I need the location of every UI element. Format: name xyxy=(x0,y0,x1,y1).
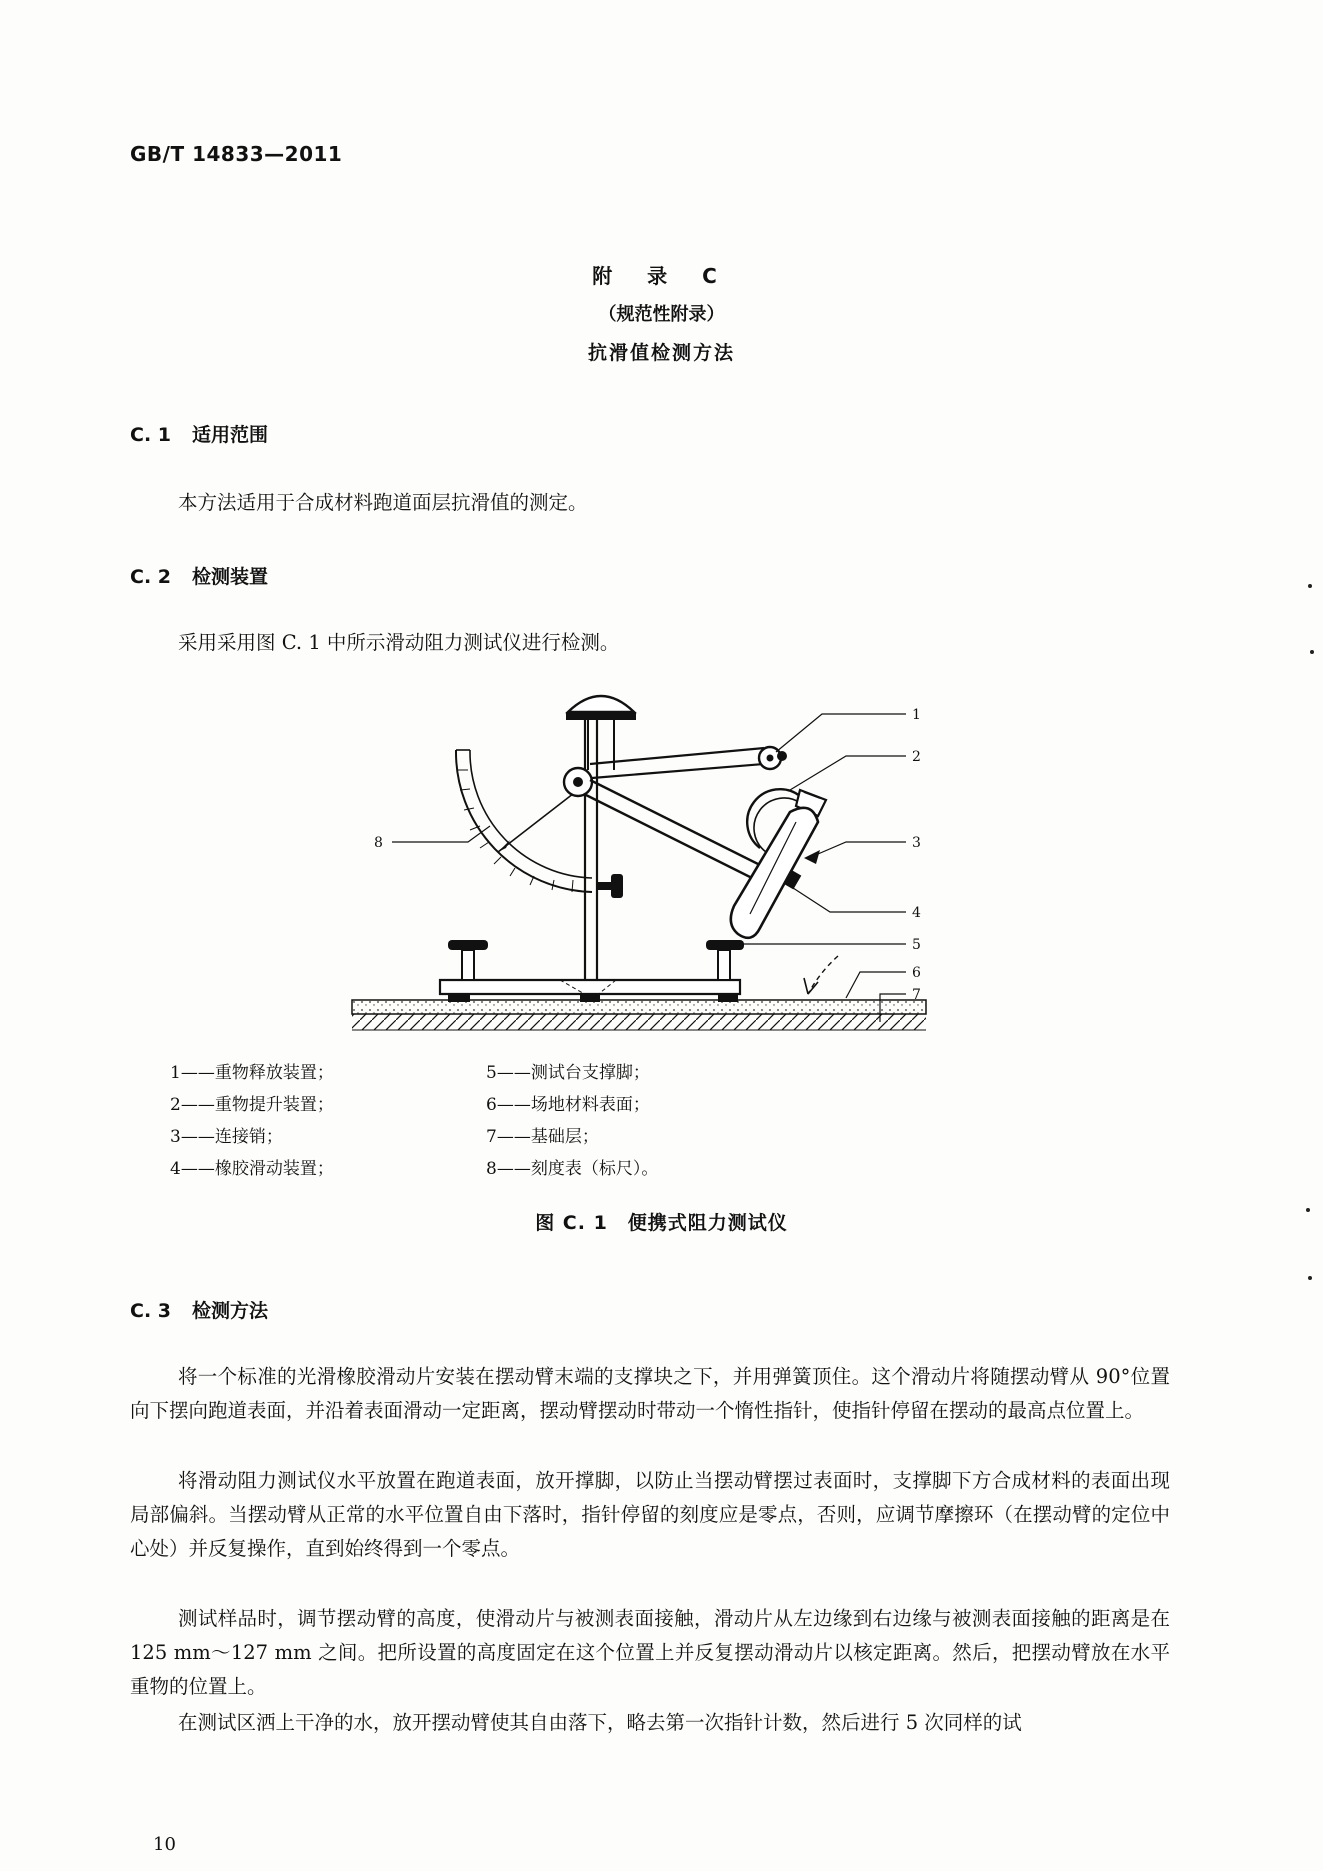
paragraph-c3-2: 将滑动阻力测试仪水平放置在跑道表面，放开撑脚，以防止当摆动臂摆过表面时，支撑脚下方合成材料的表面出现局部偏斜。当摆动臂从正常的水平位置自由下落时，指针停留的刻度应是零点，否则，应调节摩擦环（在摆动臂的定位中心处）并反复操作，直到始终得到一个零点。 xyxy=(130,1469,1170,1560)
scan-speck xyxy=(1308,1276,1312,1280)
section-title: 适用范围 xyxy=(192,424,269,446)
paragraph-c3-4: 在测试区洒上干净的水，放开摆动臂使其自由落下，略去第一次指针计数，然后进行 5 次同样的试 xyxy=(178,1711,1022,1734)
section-title: 检测装置 xyxy=(192,566,269,588)
callout-5: 5 xyxy=(912,937,921,953)
appendix-subtitle: （规范性附录） xyxy=(598,304,725,325)
legend-item: 4——橡胶滑动装置； xyxy=(170,1159,334,1179)
section-title: 检测方法 xyxy=(192,1300,269,1322)
paragraph-c3-1: 将一个标准的光滑橡胶滑动片安装在摆动臂末端的支撑块之下，并用弹簧顶住。这个滑动片将随摆动臂从 90°位置向下摆向跑道表面，并沿着表面滑动一定距离，摆动臂摆动时带动一个惰性指针，使指针停留在摆动的最高点位置上。 xyxy=(130,1365,1170,1422)
base-layer xyxy=(352,1014,926,1030)
standard-code: GB/T 14833—2011 xyxy=(130,142,343,166)
surface-layer xyxy=(352,1000,926,1014)
section-heading-c3 xyxy=(130,1296,268,1323)
legend-item: 6——场地材料表面； xyxy=(486,1095,650,1115)
appendix-title: 附 录 C xyxy=(592,264,731,288)
paragraph-c1: 本方法适用于合成材料跑道面层抗滑值的测定。 xyxy=(178,491,588,514)
callout-1: 1 xyxy=(912,707,921,723)
section-number: C. 3 xyxy=(130,1300,171,1322)
page-number: 10 xyxy=(153,1834,176,1855)
section-number: C. 2 xyxy=(130,566,171,588)
section-number: C. 1 xyxy=(130,424,171,446)
legend-item: 7——基础层； xyxy=(486,1127,599,1147)
callout-2: 2 xyxy=(912,749,921,765)
callout-6: 6 xyxy=(912,965,921,981)
callout-8: 8 xyxy=(374,835,383,851)
legend-item: 1——重物释放装置； xyxy=(170,1063,334,1083)
legend-item: 3——连接销； xyxy=(170,1127,283,1147)
legend-item: 2——重物提升装置； xyxy=(170,1095,334,1115)
figure-caption: 图 C. 1 便携式阻力测试仪 xyxy=(535,1212,788,1234)
paragraph-c2: 采用采用图 C. 1 中所示滑动阻力测试仪进行检测。 xyxy=(178,631,620,654)
callout-3: 3 xyxy=(912,835,921,851)
paragraph-c3-3: 测试样品时，调节摆动臂的高度，使滑动片与被测表面接触，滑动片从左边缘到右边缘与被测表面接触的距离是在 125 mm～127 mm 之间。把所设置的高度固定在这个位置上并反复摆动滑动片以核定距离。然后，把摆动臂放在水平重物的位置上。 xyxy=(130,1607,1170,1698)
appendix-name: 抗滑值检测方法 xyxy=(587,342,735,364)
legend-item: 5——测试台支撑脚； xyxy=(486,1063,650,1083)
callout-4: 4 xyxy=(912,905,921,921)
legend-item: 8——刻度表（标尺）。 xyxy=(486,1159,659,1179)
scan-speck xyxy=(1310,650,1314,654)
scan-speck xyxy=(1306,1208,1310,1212)
scan-speck xyxy=(1308,584,1312,588)
callout-7: 7 xyxy=(912,987,921,1003)
